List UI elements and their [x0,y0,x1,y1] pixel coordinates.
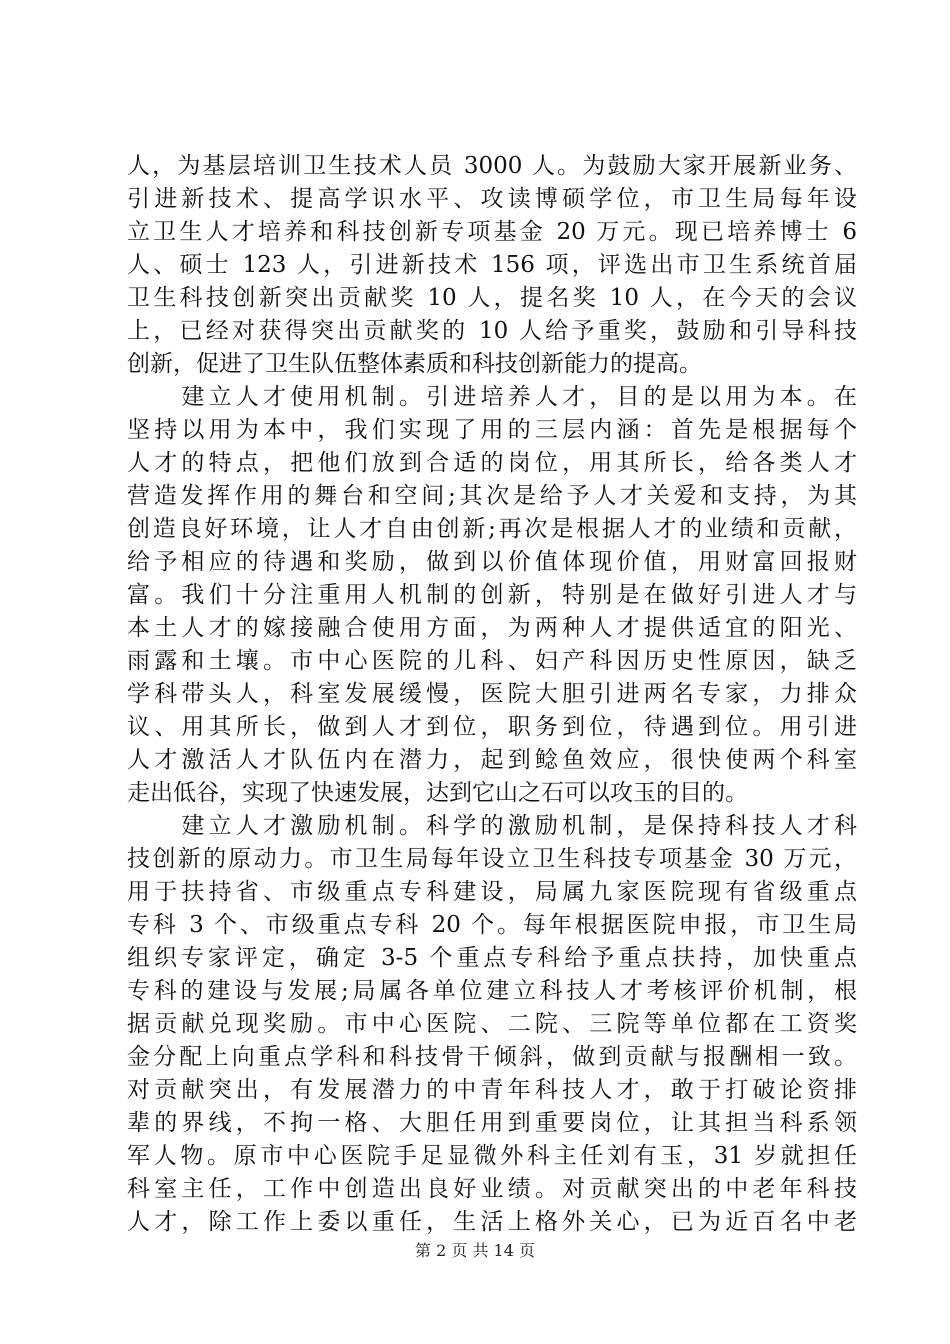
text-line: 人才，除工作上委以重任，生活上格外关心，已为近百名中老 [127,1209,857,1235]
text-line: 营造发挥作用的舞台和空间;其次是给予人才关爱和支持，为其 [127,483,857,509]
text-line: 用于扶持省、市级重点专科建设，局属九家医院现有省级重点 [127,879,857,905]
text-line: 人、硕士 123 人，引进新技术 156 项，评选出市卫生系统首届 [127,252,857,278]
text-line: 雨露和土壤。市中心医院的儿科、妇产科因历史性原因，缺乏 [127,648,857,674]
text-line: 专科 3 个、市级重点专科 20 个。每年根据医院申报，市卫生局 [127,912,857,938]
text-line: 上，已经对获得突出贡献奖的 10 人给予重奖，鼓励和引导科技 [127,318,857,344]
text-line: 立卫生人才培养和科技创新专项基金 20 万元。现已培养博士 6 [127,219,857,245]
text-line: 本土人才的嫁接融合使用方面，为两种人才提供适宜的阳光、 [127,615,857,641]
text-line: 坚持以用为本中，我们实现了用的三层内涵：首先是根据每个 [127,417,857,443]
text-line: 走出低谷，实现了快速发展，达到它山之石可以攻玉的目的。 [127,780,748,806]
text-line: 据贡献兑现奖励。市中心医院、二院、三院等单位都在工资奖 [127,1011,857,1037]
page-number-footer: 第 2 页 共 14 页 [415,1241,535,1260]
text-line: 富。我们十分注重用人机制的创新，特别是在做好引进人才与 [127,582,857,608]
text-line: 建立人才使用机制。引进培养人才，目的是以用为本。在 [127,384,857,410]
text-line: 技创新的原动力。市卫生局每年设立卫生科技专项基金 30 万元， [127,846,857,872]
text-line: 给予相应的待遇和奖励，做到以价值体现价值，用财富回报财 [127,549,857,575]
text-line: 学科带头人，科室发展缓慢，医院大胆引进两名专家，力排众 [127,681,857,707]
text-line: 创造良好环境，让人才自由创新;再次是根据人才的业绩和贡献， [127,516,857,542]
text-line: 组织专家评定，确定 3-5 个重点专科给予重点扶持，加快重点 [127,945,857,971]
text-line: 科室主任，工作中创造出良好业绩。对贡献突出的中老年科技 [127,1176,857,1202]
text-line: 建立人才激励机制。科学的激励机制，是保持科技人才科 [127,813,857,839]
text-line: 议、用其所长，做到人才到位，职务到位，待遇到位。用引进 [127,714,857,740]
text-line: 人才的特点，把他们放到合适的岗位，用其所长，给各类人才 [127,450,857,476]
text-line: 军人物。原市中心医院手足显微外科主任刘有玉，31 岁就担任 [127,1143,857,1169]
text-line: 引进新技术、提高学识水平、攻读博硕学位，市卫生局每年设 [127,186,857,212]
text-line: 创新，促进了卫生队伍整体素质和科技创新能力的提高。 [127,351,702,377]
text-line: 卫生科技创新突出贡献奖 10 人，提名奖 10 人，在今天的会议 [127,285,857,311]
text-line: 人，为基层培训卫生技术人员 3000 人。为鼓励大家开展新业务、 [127,153,857,179]
body-text [127,150,857,1239]
text-line: 金分配上向重点学科和科技骨干倾斜，做到贡献与报酬相一致。 [127,1044,857,1070]
text-line: 人才激活人才队伍内在潜力，起到鲶鱼效应，很快使两个科室 [127,747,857,773]
text-line: 专科的建设与发展;局属各单位建立科技人才考核评价机制，根 [127,978,857,1004]
text-line: 对贡献突出，有发展潜力的中青年科技人才，敢于打破论资排 [127,1077,857,1103]
text-line: 辈的界线，不拘一格、大胆任用到重要岗位，让其担当科系领 [127,1110,857,1136]
